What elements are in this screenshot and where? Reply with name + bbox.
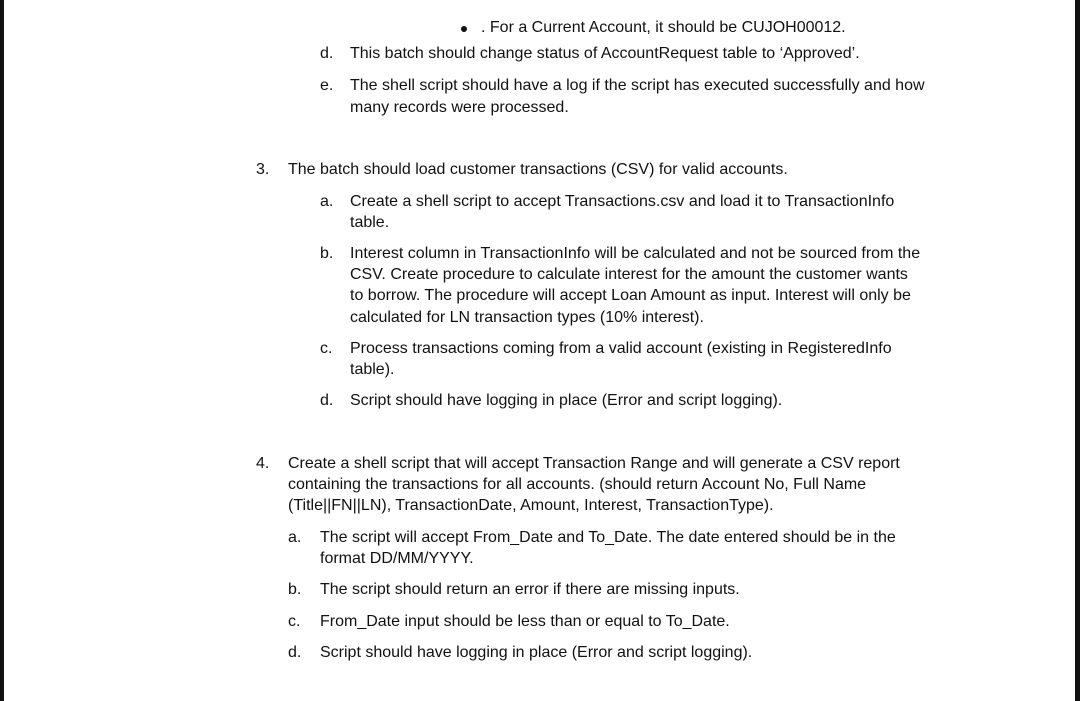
section-4-line-2: containing the transactions for all accounts. (should return Account No, Full Name bbox=[288, 476, 867, 493]
prev-item-e-line-1: The shell script should have a log if the script has executed successfully and how bbox=[350, 77, 925, 94]
list-marker-prev-d: d. bbox=[320, 45, 334, 62]
section-3-item-b-line-4: calculated for LN transaction types (10% interest). bbox=[350, 309, 704, 326]
section-3-item-a-line-1: Create a shell script to accept Transactions.csv and load it to TransactionInfo bbox=[350, 193, 895, 210]
list-marker-prev-e: e. bbox=[320, 77, 334, 94]
prev-item-d-line-1: This batch should change status of AccountRequest table to ‘Approved’. bbox=[350, 45, 860, 62]
section-3-item-c-line-2: table). bbox=[350, 361, 395, 378]
section-3-marker: 3. bbox=[256, 161, 270, 178]
section-4-item-c-marker: c. bbox=[288, 613, 301, 630]
section-3-item-c-marker: c. bbox=[320, 340, 333, 357]
section-4-item-d-marker: d. bbox=[288, 644, 302, 661]
section-3-item-b-line-1: Interest column in TransactionInfo will be calculated and not be sourced from the bbox=[350, 245, 921, 262]
section-4-item-a-marker: a. bbox=[288, 529, 302, 546]
section-3-item-a-marker: a. bbox=[320, 193, 334, 210]
section-4-marker: 4. bbox=[256, 455, 270, 472]
section-3-line-1: The batch should load customer transactions (CSV) for valid accounts. bbox=[288, 161, 788, 178]
section-4-item-a-line-2: format DD/MM/YYYY. bbox=[320, 550, 474, 567]
prev-item-e-line-2: many records were processed. bbox=[350, 99, 569, 116]
section-4-item-b-marker: b. bbox=[288, 581, 302, 598]
section-3-item-b-line-2: CSV. Create procedure to calculate interest for the amount the customer wants bbox=[350, 266, 908, 283]
section-4-item-a-line-1: The script will accept From_Date and To_Date. The date entered should be in the bbox=[320, 529, 896, 546]
section-4-item-c-line-1: From_Date input should be less than or equal to To_Date. bbox=[320, 613, 730, 630]
section-4-line-3: (Title||FN||LN), TransactionDate, Amount, Interest, TransactionType). bbox=[288, 497, 774, 514]
bullet-text: . For a Current Account, it should be CUJOH00012. bbox=[481, 19, 846, 36]
document-page bbox=[4, 0, 1075, 701]
section-4-item-b-line-1: The script should return an error if there are missing inputs. bbox=[320, 581, 740, 598]
section-3-item-c-line-1: Process transactions coming from a valid account (existing in RegisteredInfo bbox=[350, 340, 892, 357]
section-3-item-d-line-1: Script should have logging in place (Error and script logging). bbox=[350, 392, 783, 409]
section-4-item-d-line-1: Script should have logging in place (Error and script logging). bbox=[320, 644, 753, 661]
section-3-item-b-line-3: to borrow. The procedure will accept Loan Amount as input. Interest will only be bbox=[350, 287, 911, 304]
bullet-dot-icon bbox=[461, 26, 467, 32]
section-3-item-a-line-2: table. bbox=[350, 214, 390, 231]
section-3-item-d-marker: d. bbox=[320, 392, 334, 409]
section-4-line-1: Create a shell script that will accept Transaction Range and will generate a CSV report bbox=[288, 455, 900, 472]
section-3-item-b-marker: b. bbox=[320, 245, 334, 262]
